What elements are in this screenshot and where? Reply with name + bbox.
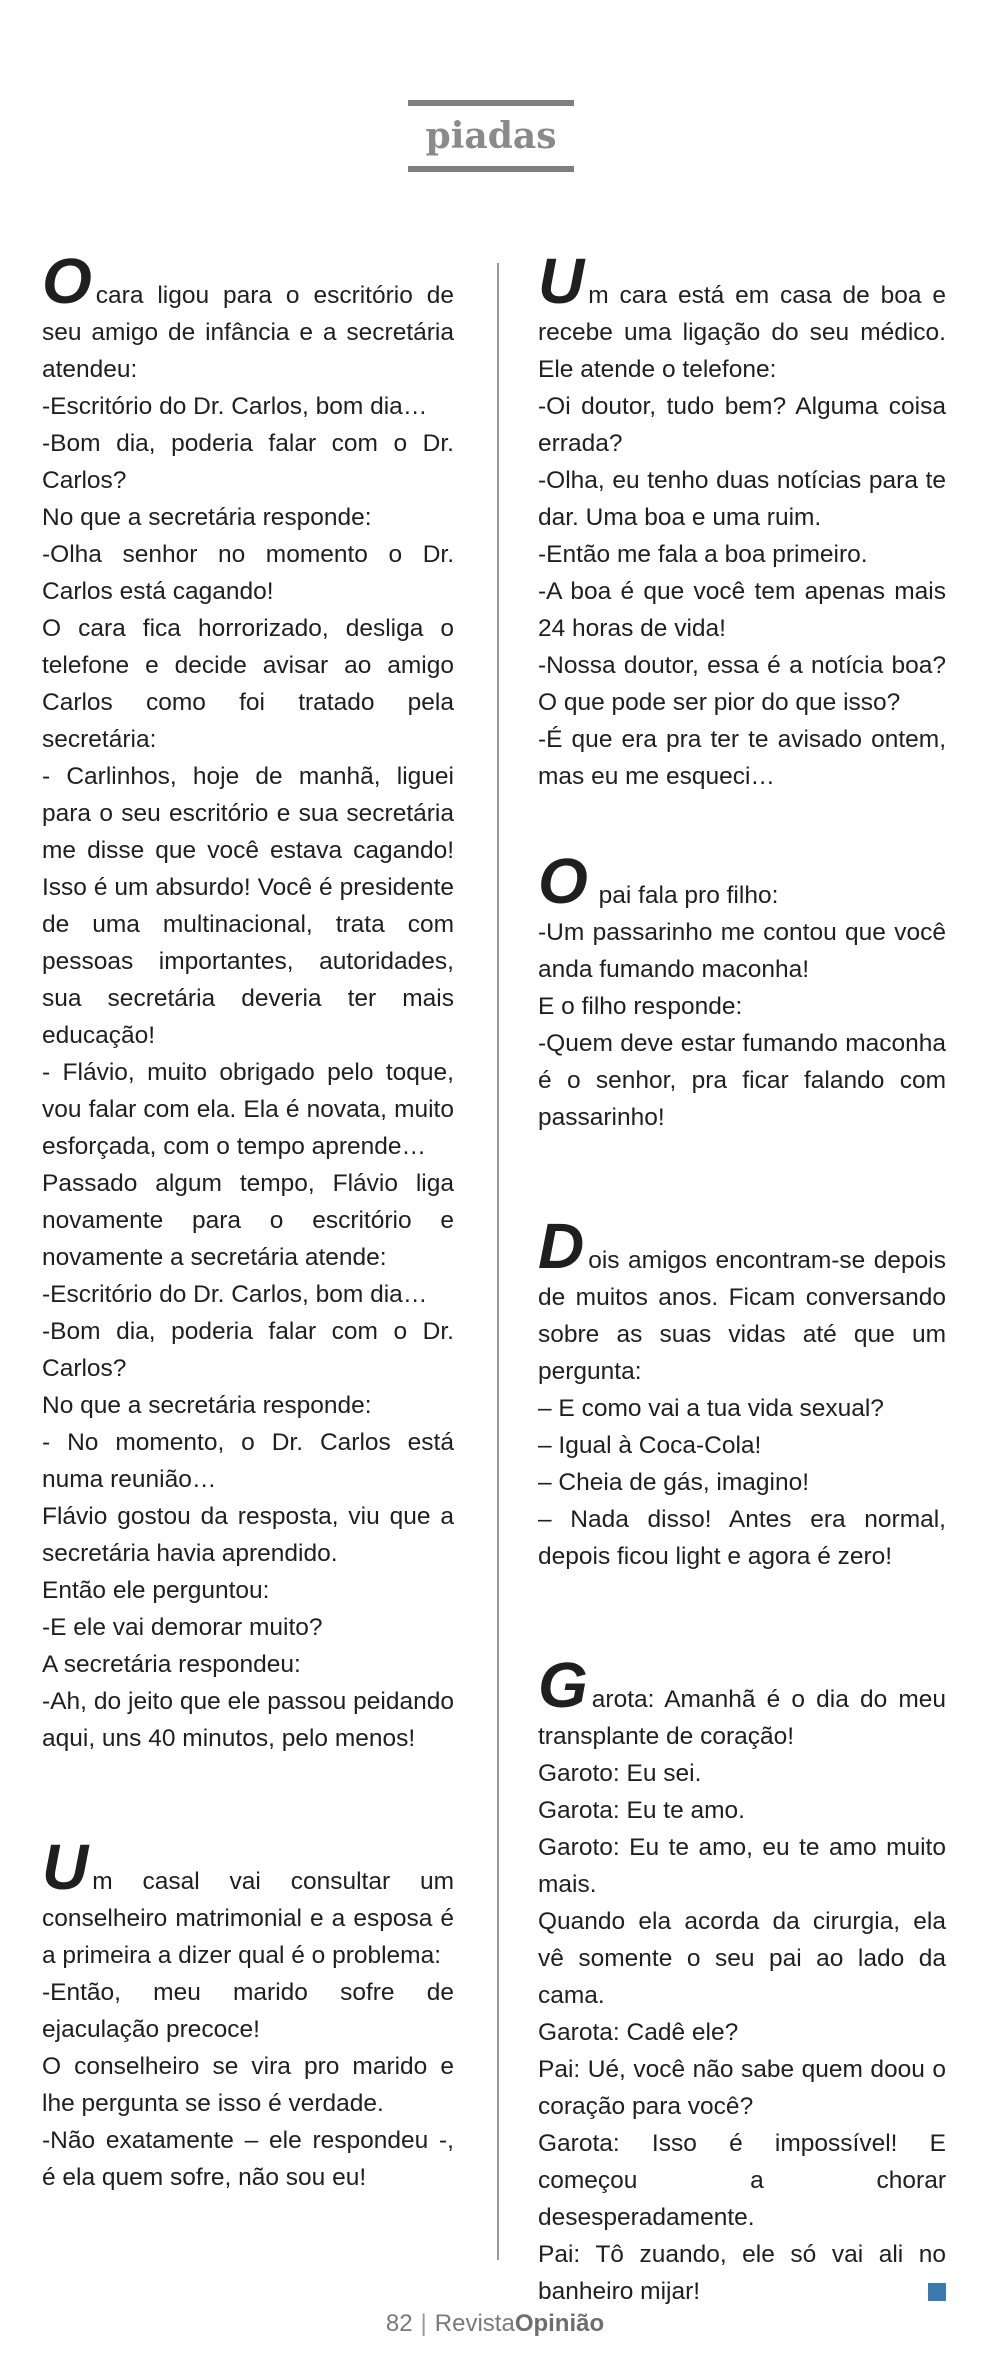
left-column <box>42 245 454 2196</box>
joke-paragraph: Um cara está em casa de boa e recebe uma ligação do seu médico. Ele atende o telefone: <box>538 245 946 383</box>
joke-paragraph: - Flávio, muito obrigado pelo toque, vou falar com ela. Ela é novata, muito esforçada, com o tempo aprende… <box>42 1059 454 1160</box>
joke-paragraph: – Igual à Coca-Cola! <box>538 1432 762 1459</box>
footer-separator: | <box>420 2310 427 2337</box>
drop-cap: U <box>42 1831 88 1903</box>
joke-paragraph: -E ele vai demorar muito? <box>42 1614 323 1641</box>
joke-paragraph: -Olha, eu tenho duas notícias para te dar. Uma boa e uma ruim. <box>538 467 946 531</box>
joke-paragraph: Dois amigos encontram-se depois de muitos anos. Ficam conversando sobre as suas vidas até que um pergunta: <box>538 1210 946 1385</box>
joke-paragraph: -Então me fala a boa primeiro. <box>538 541 868 568</box>
joke-paragraph: E o filho responde: <box>538 993 743 1020</box>
page-footer <box>0 2310 990 2338</box>
joke-paragraph: Um casal vai consultar um conselheiro matrimonial e a esposa é a primeira a dizer qual é o problema: <box>42 1831 454 1969</box>
drop-cap: O <box>42 245 91 317</box>
drop-cap: O <box>538 845 587 917</box>
joke-paragraph: -Oi doutor, tudo bem? Alguma coisa errada? <box>538 393 946 457</box>
joke-paragraph: Pai: Tô zuando, ele só vai ali no banheiro mijar! <box>538 2241 946 2305</box>
joke-paragraph: Garota: Isso é impossível! E começou a chorar desesperadamente. <box>538 2130 946 2231</box>
drop-cap: G <box>538 1649 587 1721</box>
drop-cap: U <box>538 245 584 317</box>
joke-paragraph: -Quem deve estar fumando maconha é o senhor, pra ficar falando com passarinho! <box>538 1030 946 1131</box>
drop-cap: D <box>538 1210 584 1282</box>
joke-paragraph: – Cheia de gás, imagino! <box>538 1469 810 1496</box>
joke-paragraph: No que a secretária responde: <box>42 504 372 531</box>
joke-paragraph: -Então, meu marido sofre de ejaculação precoce! <box>42 1979 454 2043</box>
joke-paragraph: -Escritório do Dr. Carlos, bom dia… <box>42 1281 428 1308</box>
joke-paragraph: O pai fala pro filho: <box>538 845 779 917</box>
joke-paragraph: Pai: Ué, você não sabe quem doou o coração para você? <box>538 2056 946 2120</box>
joke-paragraph: Garoto: Eu sei. <box>538 1760 702 1787</box>
joke-paragraph: Garota: Cadê ele? <box>538 2019 739 2046</box>
joke-paragraph: Garota: Eu te amo. <box>538 1797 745 1824</box>
joke-paragraph: - No momento, o Dr. Carlos está numa reunião… <box>42 1429 454 1493</box>
joke-paragraph: -Bom dia, poderia falar com o Dr. Carlos? <box>42 1318 454 1382</box>
magazine-name-bold: Opinião <box>514 2310 605 2337</box>
column-divider <box>497 263 499 2260</box>
joke-paragraph: - Carlinhos, hoje de manhã, liguei para o seu escritório e sua secretária me disse que você estava cagando! Isso é um absurdo! Você é presidente de uma multinacional, trata com pessoas importantes, autoridades, sua secretária deveria ter mais educação! <box>42 763 454 1049</box>
joke-secretary <box>42 245 454 1757</box>
header-bottom-rule <box>408 166 574 172</box>
joke-paragraph: Quando ela acorda da cirurgia, ela vê somente o seu pai ao lado da cama. <box>538 1908 946 2009</box>
joke-paragraph: -Bom dia, poderia falar com o Dr. Carlos? <box>42 430 454 494</box>
joke-paragraph: Então ele perguntou: <box>42 1577 270 1604</box>
joke-paragraph: -É que era pra ter te avisado ontem, mas eu me esqueci… <box>538 726 946 790</box>
joke-doctor <box>538 245 946 795</box>
joke-paragraph: O cara fica horrorizado, desliga o telefone e decide avisar ao amigo Carlos como foi tratado pela secretária: <box>42 615 454 753</box>
page-number: 82 <box>385 2310 413 2337</box>
joke-paragraph: -Escritório do Dr. Carlos, bom dia… <box>42 393 428 420</box>
joke-paragraph: -Ah, do jeito que ele passou peidando aqui, uns 40 minutos, pelo menos! <box>42 1688 454 1752</box>
joke-paragraph: -Nossa doutor, essa é a notícia boa? O que pode ser pior do que isso? <box>538 652 946 716</box>
section-title: piadas <box>425 115 557 157</box>
joke-paragraph: -A boa é que você tem apenas mais 24 horas de vida! <box>538 578 946 642</box>
joke-paragraph: Ocara ligou para o escritório de seu amigo de infância e a secretária atendeu: <box>42 245 454 383</box>
joke-paragraph: O conselheiro se vira pro marido e lhe pergunta se isso é verdade. <box>42 2053 454 2117</box>
section-header <box>408 100 574 172</box>
joke-paragraph: -Não exatamente – ele respondeu -, é ela quem sofre, não sou eu! <box>42 2127 454 2191</box>
joke-transplant <box>538 1649 946 2310</box>
joke-paragraph: Passado algum tempo, Flávio liga novamente para o escritório e novamente a secretária atende: <box>42 1170 454 1271</box>
joke-paragraph: Flávio gostou da resposta, viu que a secretária havia aprendido. <box>42 1503 454 1567</box>
joke-counselor <box>42 1831 454 2196</box>
joke-bird <box>538 845 946 1136</box>
joke-paragraph: – E como vai a tua vida sexual? <box>538 1395 884 1422</box>
joke-paragraph: Garoto: Eu te amo, eu te amo muito mais. <box>538 1834 946 1898</box>
end-of-article-icon <box>928 2283 946 2301</box>
right-column <box>538 245 946 2310</box>
joke-paragraph: A secretária respondeu: <box>42 1651 301 1678</box>
joke-paragraph: No que a secretária responde: <box>42 1392 372 1419</box>
joke-paragraph: Garota: Amanhã é o dia do meu transplante de coração! <box>538 1649 946 1750</box>
joke-friends <box>538 1210 946 1575</box>
joke-paragraph: -Olha senhor no momento o Dr. Carlos está cagando! <box>42 541 454 605</box>
joke-paragraph: – Nada disso! Antes era normal, depois ficou light e agora é zero! <box>538 1506 946 1570</box>
joke-paragraph: -Um passarinho me contou que você anda fumando maconha! <box>538 919 946 983</box>
magazine-name-regular: Revista <box>434 2310 515 2337</box>
